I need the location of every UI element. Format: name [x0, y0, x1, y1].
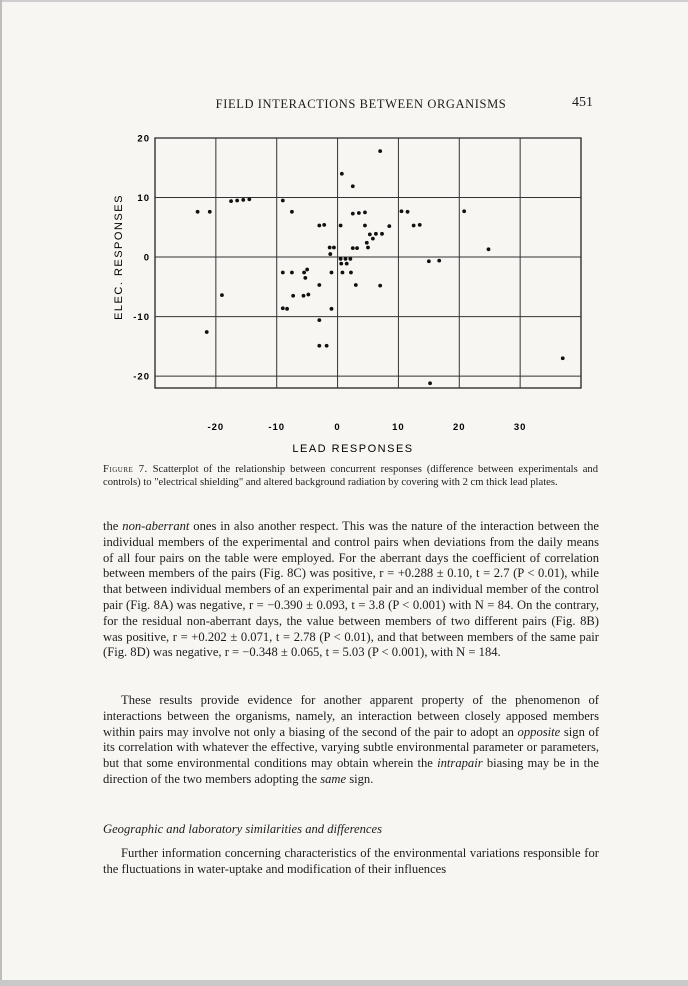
scatter-point: [290, 210, 294, 214]
scatter-point: [355, 246, 359, 250]
y-tick-label: -10: [133, 312, 150, 324]
scatter-point: [330, 271, 334, 275]
scatter-point: [220, 293, 224, 297]
scatter-point: [427, 259, 431, 263]
y-tick-label: 10: [137, 193, 150, 205]
scatter-point: [235, 199, 239, 203]
x-tick-label: 30: [513, 422, 527, 433]
paragraph-3: Further information concerning characteristics of the environmental variations responsible for the fluctuations in water-uptake and modification of their influences: [103, 846, 599, 876]
scatter-point: [339, 257, 343, 261]
scatterplot-figure: [0, 0, 688, 460]
scatter-point: [365, 241, 369, 245]
scatter-point: [281, 306, 285, 310]
figure-label: Figure 7.: [103, 464, 148, 475]
scatter-point: [281, 199, 285, 203]
scatter-point: [305, 268, 309, 272]
y-tick-labels: [133, 134, 150, 383]
page-bottom-edge: [0, 980, 688, 986]
scatter-point: [302, 294, 306, 298]
data-points: [196, 149, 565, 385]
scatter-point: [351, 246, 355, 250]
scatter-point: [196, 210, 200, 214]
x-tick-labels: [207, 422, 526, 433]
scatter-point: [317, 283, 321, 287]
scatter-point: [462, 209, 466, 213]
scatter-point: [339, 224, 343, 228]
scatter-point: [325, 344, 329, 348]
scatter-point: [328, 246, 332, 250]
scatter-point: [290, 271, 294, 275]
scatter-point: [317, 344, 321, 348]
y-tick-label: -20: [133, 371, 150, 383]
paragraph-1-emphasis: non-aberrant: [122, 519, 190, 533]
scatter-point: [340, 172, 344, 176]
plot-grid: [155, 138, 581, 388]
scatter-point: [332, 246, 336, 250]
scatter-point: [344, 257, 348, 261]
figure-caption: [103, 463, 598, 489]
scatter-point: [406, 210, 410, 214]
scatter-point: [354, 283, 358, 287]
y-tick-label: 0: [143, 252, 150, 264]
scatter-point: [437, 259, 441, 263]
scatter-point: [561, 356, 565, 360]
scatter-point: [366, 246, 370, 250]
scatter-point: [351, 212, 355, 216]
running-title: FIELD INTERACTIONS BETWEEN ORGANISMS: [215, 97, 507, 111]
scatter-point: [339, 262, 343, 266]
page-number: 451: [572, 95, 593, 110]
paragraph-1-start: the: [103, 519, 123, 533]
x-axis-label: LEAD RESPONSES: [292, 443, 414, 455]
scatter-point: [291, 294, 295, 298]
paragraph-2-emphasis-same: same: [320, 771, 347, 786]
figure-caption-text: Scatterplot of the relationship between concurrent responses (difference between experimentals and controls) to "electrical shielding" and altered background radiation by covering with 2 cm thick lead plates.: [103, 464, 598, 488]
scatter-point: [303, 276, 307, 280]
x-tick-label: -20: [207, 422, 225, 433]
plot-frame: [155, 138, 581, 388]
scatter-point: [368, 233, 372, 237]
paragraph-2-part-c: biasing may be in the direction of the two members adopting the: [103, 756, 599, 786]
paragraph-2-emphasis-intrapair: intrapair: [437, 756, 483, 771]
y-tick-label: 20: [137, 133, 150, 145]
scatter-point: [306, 293, 310, 297]
scatter-point: [241, 198, 245, 202]
scatter-point: [412, 224, 416, 228]
paragraph-2-part-b: sign of its correlation with whatever the effective, varying subtle environmental parameter or parameters, but that some environmental conditions may obtain wherein the: [103, 724, 600, 771]
scatter-point: [400, 209, 404, 213]
paragraph-1: [103, 519, 599, 661]
scatter-point: [317, 318, 321, 322]
scatter-point: [281, 271, 285, 275]
scatter-point: [348, 257, 352, 261]
scatter-point: [205, 330, 209, 334]
scatter-point: [328, 252, 332, 256]
paragraph-2-part-d: sign.: [346, 771, 374, 786]
scatter-point: [380, 232, 384, 236]
scatter-point: [322, 223, 326, 227]
scatter-point: [387, 224, 391, 228]
scatter-point: [330, 307, 334, 311]
x-tick-label: 0: [334, 422, 341, 433]
scatter-point: [363, 224, 367, 228]
scatter-point: [378, 284, 382, 288]
paragraph-2-emphasis-opposite: opposite: [517, 724, 561, 739]
section-heading: Geographic and laboratory similarities and differences: [103, 822, 383, 836]
scatter-point: [345, 262, 349, 266]
scatter-point: [349, 271, 353, 275]
x-tick-label: 10: [392, 422, 405, 433]
scatter-point: [428, 381, 432, 385]
scatter-point: [418, 223, 422, 227]
scatter-point: [378, 149, 382, 153]
x-tick-label: -10: [268, 422, 286, 433]
scatter-point: [371, 237, 375, 241]
scatter-point: [302, 271, 306, 275]
scatter-point: [357, 211, 361, 215]
x-tick-label: 20: [452, 422, 466, 433]
scatter-point: [363, 211, 367, 215]
y-axis-label: ELEC. RESPONSES: [113, 194, 125, 320]
paragraph-2: [103, 693, 599, 788]
scatter-point: [374, 232, 378, 236]
scatter-point: [351, 184, 355, 188]
scatter-point: [229, 199, 233, 203]
scatter-point: [247, 197, 251, 201]
scatter-point: [487, 247, 491, 251]
scatter-point: [317, 224, 321, 228]
scatter-point: [208, 210, 212, 214]
scatter-point: [341, 271, 345, 275]
scatter-point: [285, 307, 289, 311]
paragraph-2-part-a: These results provide evidence for another apparent property of the phenomenon of interactions between the organisms, namely, an interaction between closely apposed members within pairs may involve not only a biasing of the second of the pair to adopt an: [103, 693, 599, 739]
paragraph-1-rest: ones in also another respect. This was the nature of the interaction between the individual members of the experimental and control pairs when deviations from the daily means of all four pairs on the table were employed. For the aberrant days the coefficient of correlation between members of the pairs (Fig. 8C) was positive, r = +0.288 ± 0.10, t = 2.7 (P < 0.01), while that between individual members of an experimental pair and an individual member of the control pair (Fig. 8A) was negative, r = −0.390 ± 0.093, t = 3.8 (P < 0.001) with N = 84. On the contrary, for the residual non-aberrant days, the value between members of two different pairs (Fig. 8B) was positive, r = +0.202 ± 0.071, t = 2.78 (P < 0.01), and that between members of the same pair (Fig. 8D) was negative, r = −0.348 ± 0.065, t = 5.03 (P < 0.001), with N = 184.: [103, 519, 599, 660]
